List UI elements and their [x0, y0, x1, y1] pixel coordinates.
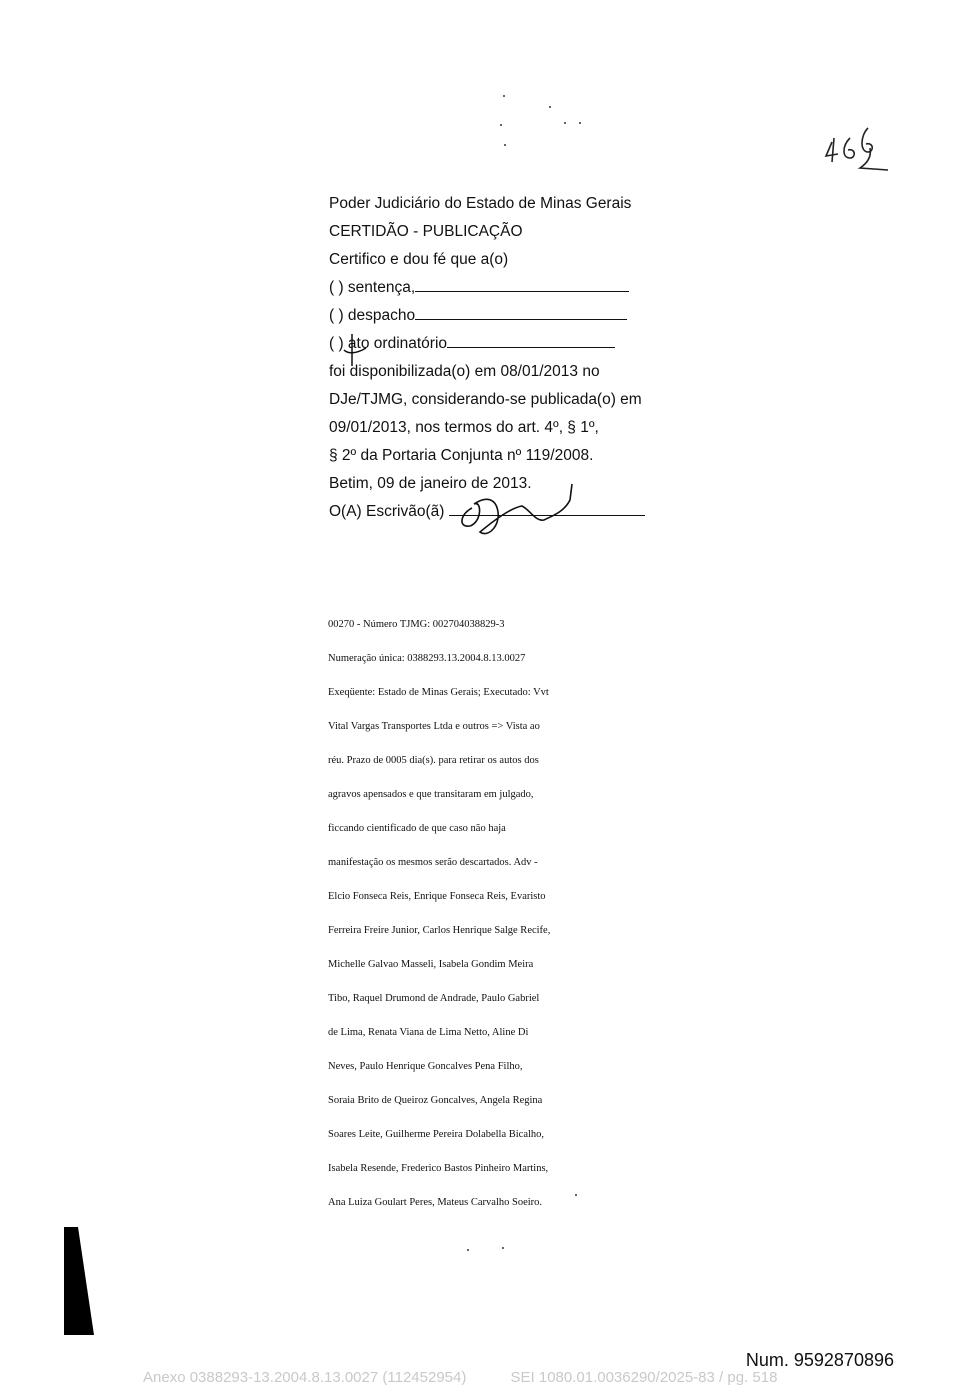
blank-line [415, 277, 629, 292]
publicacao-line: de Lima, Renata Viana de Lima Netto, Aline Di [328, 1027, 529, 1038]
document-number: Num. 9592870896 [745, 1350, 894, 1370]
option-ato-ordinatorio [329, 330, 669, 358]
certidao-title: CERTIDÃO - PUBLICAÇÃO [329, 223, 523, 240]
publicacao-line: Isabela Resende, Frederico Bastos Pinheiro Martins, [328, 1163, 549, 1174]
option-despacho [329, 302, 669, 330]
scan-speck [549, 106, 551, 108]
scan-speck [503, 95, 505, 97]
body-line-2: DJe/TJMG, considerando-se publicada(o) em [329, 391, 642, 408]
blank-line [447, 333, 615, 348]
blank-line [415, 305, 627, 320]
publicacao-line: Vital Vargas Transportes Ltda e outros => Vista ao [328, 721, 540, 732]
publicacao-line: Neves, Paulo Henrique Goncalves Pena Filho, [328, 1061, 523, 1072]
publicacao-line: manifestação os mesmos serão descartados. Adv - [328, 857, 538, 868]
scan-speck [502, 1247, 504, 1249]
scan-speck [500, 124, 502, 126]
scan-speck [579, 122, 581, 124]
publicacao-line: Exeqüente: Estado de Minas Gerais; Executado: Vvt [328, 687, 549, 698]
scan-speck [575, 1194, 577, 1196]
scan-speck [467, 1249, 469, 1251]
option-despacho-label: ( ) despacho [329, 307, 416, 324]
option-ato-label: ( ) ato ordinatório [329, 335, 448, 352]
publicacao-line: Tibo, Raquel Drumond de Andrade, Paulo Gabriel [328, 993, 540, 1004]
publicacao-line: Soares Leite, Guilherme Pereira Dolabella Bicalho, [328, 1129, 545, 1140]
publicacao-line: Ferreira Freire Junior, Carlos Henrique Salge Recife, [328, 925, 551, 936]
scan-speck [564, 122, 566, 124]
publicacao-line: réu. Prazo de 0005 dia(s). para retirar os autos dos [328, 755, 539, 766]
footer-anexo: Anexo 0388293-13.2004.8.13.0027 (112452954) [143, 1369, 467, 1386]
scan-edge-mark [64, 1227, 94, 1335]
publicacao-line: 00270 - Número TJMG: 002704038829-3 [328, 619, 505, 630]
option-sentenca-label: ( ) sentença, [329, 279, 416, 296]
scan-speck [504, 144, 506, 146]
body-line-1: foi disponibilizada(o) em 08/01/2013 no [329, 363, 600, 380]
footer-sei: SEI 1080.01.0036290/2025-83 / pg. 518 [510, 1369, 778, 1386]
publicacao-line: Elcio Fonseca Reis, Enrique Fonseca Reis, Evaristo [328, 891, 546, 902]
signature-image [452, 478, 592, 542]
escrivao-label: O(A) Escrivão(ã) [329, 503, 445, 520]
publicacao-line: Soraia Brito de Queiroz Goncalves, Angela Regina [328, 1095, 543, 1106]
publicacao-line: ficcando cientificado de que caso não haja [328, 823, 506, 834]
publicacao-block [328, 615, 588, 1227]
publicacao-line: Michelle Galvao Masseli, Isabela Gondim Meira [328, 959, 534, 970]
footer [143, 1369, 777, 1386]
publicacao-line: Numeração única: 0388293.13.2004.8.13.0027 [328, 653, 526, 664]
city-date: Betim, 09 de janeiro de 2013. [329, 475, 532, 492]
certidao-block [329, 190, 669, 526]
court-name: Poder Judiciário do Estado de Minas Gerais [329, 195, 632, 212]
certifico-line: Certifico e dou fé que a(o) [329, 251, 509, 268]
handwritten-page-number [820, 118, 900, 178]
publicacao-line: agravos apensados e que transitaram em julgado, [328, 789, 534, 800]
publicacao-line: Ana Luiza Goulart Peres, Mateus Carvalho Soeiro. [328, 1197, 543, 1208]
body-line-3: 09/01/2013, nos termos do art. 4º, § 1º, [329, 419, 599, 436]
option-sentenca [329, 274, 669, 302]
handwritten-check-mark [338, 332, 368, 372]
body-line-4: § 2º da Portaria Conjunta nº 119/2008. [329, 447, 594, 464]
